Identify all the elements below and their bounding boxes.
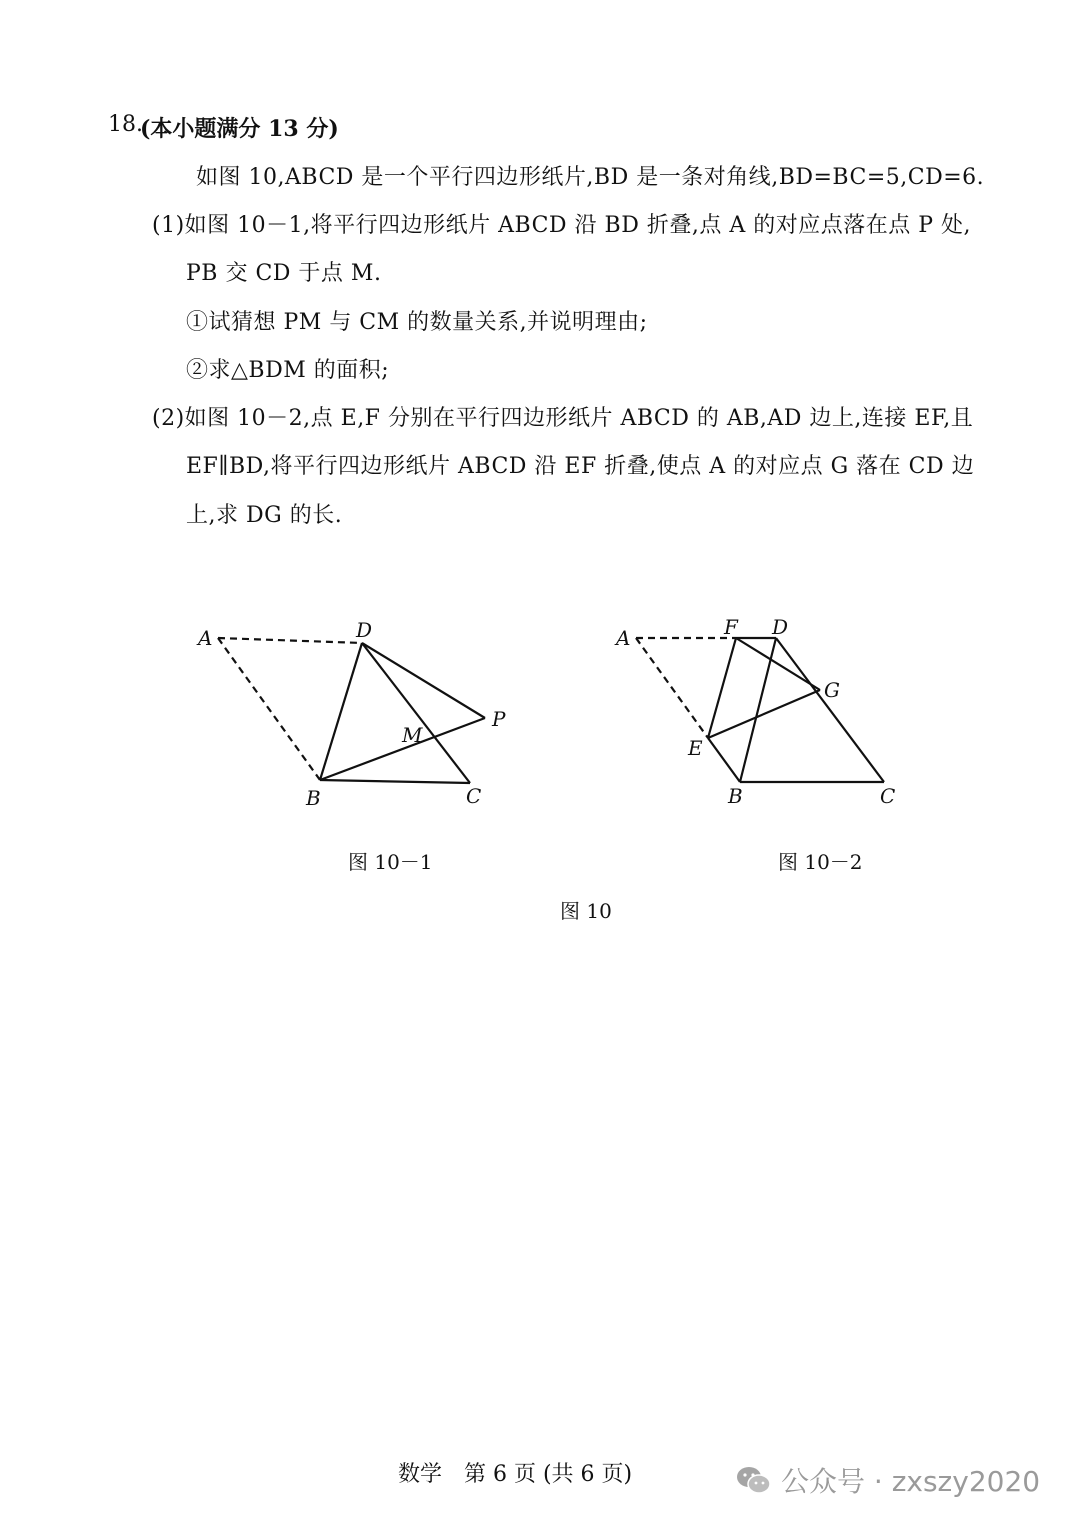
question-number: 18.	[108, 112, 143, 137]
fig1-label-A: A	[198, 626, 213, 650]
fig2-label-G: G	[824, 678, 840, 702]
question-header: (本小题满分 13 分)	[140, 116, 339, 142]
fig1-label-P: P	[492, 707, 506, 731]
figure-10	[0, 600, 1080, 830]
fig1-label-C: C	[466, 784, 482, 808]
fig2-label-B: B	[728, 784, 743, 808]
page-footer: 数学 第 6 页 (共 6 页)	[398, 1462, 633, 1487]
figure-10-1-caption: 图 10－1	[348, 850, 433, 874]
fig2-label-A: A	[616, 626, 631, 650]
fig1-label-M: M	[402, 723, 423, 747]
question-line-8: 上,求 DG 的长.	[186, 503, 343, 528]
fig2-label-C: C	[880, 784, 896, 808]
fig1-edge-AD	[218, 638, 362, 643]
question-line-7: EF∥BD,将平行四边形纸片 ABCD 沿 EF 折叠,使点 A 的对应点 G 落在 CD 边	[186, 454, 975, 479]
figure-10-2	[636, 638, 884, 782]
fig2-label-D: D	[772, 615, 789, 639]
fig2-edge-CD	[776, 638, 884, 782]
figure-10-2-caption: 图 10－2	[778, 850, 863, 874]
watermark	[735, 1460, 1040, 1500]
question-line-1: 如图 10,ABCD 是一个平行四边形纸片,BD 是一条对角线,BD=BC=5,CD=6.	[196, 165, 985, 190]
fig1-edge-CD	[362, 643, 470, 783]
fig1-edge-DP	[362, 643, 485, 718]
fig2-edge-EF	[708, 638, 736, 738]
fig2-label-F: F	[724, 615, 738, 639]
fig1-label-B: B	[306, 786, 321, 810]
question-line-6: (2)如图 10－2,点 E,F 分别在平行四边形纸片 ABCD 的 AB,AD 边上,连接 EF,且	[152, 406, 974, 431]
figure-10-1	[218, 638, 485, 783]
question-line-5: ②求△BDM 的面积;	[186, 358, 390, 383]
figure-10-caption: 图 10	[560, 899, 612, 923]
fig2-edge-AE	[636, 638, 708, 738]
fig1-edge-BC	[320, 780, 470, 783]
fig2-edge-EB	[708, 738, 740, 782]
fig2-edge-FG	[736, 638, 820, 690]
fig1-label-D: D	[356, 618, 373, 642]
fig1-edge-BD	[320, 643, 362, 780]
question-line-3: PB 交 CD 于点 M.	[186, 261, 382, 286]
watermark-text: 公众号 · zxszy2020	[781, 1465, 1041, 1498]
fig1-edge-AB	[218, 638, 320, 780]
question-line-2: (1)如图 10－1,将平行四边形纸片 ABCD 沿 BD 折叠,点 A 的对应点落在点 P 处,	[152, 213, 972, 238]
question-line-4: ①试猜想 PM 与 CM 的数量关系,并说明理由;	[186, 310, 648, 335]
wechat-icon	[735, 1465, 771, 1495]
fig2-label-E: E	[688, 736, 703, 760]
fig2-edge-EG	[708, 690, 820, 738]
